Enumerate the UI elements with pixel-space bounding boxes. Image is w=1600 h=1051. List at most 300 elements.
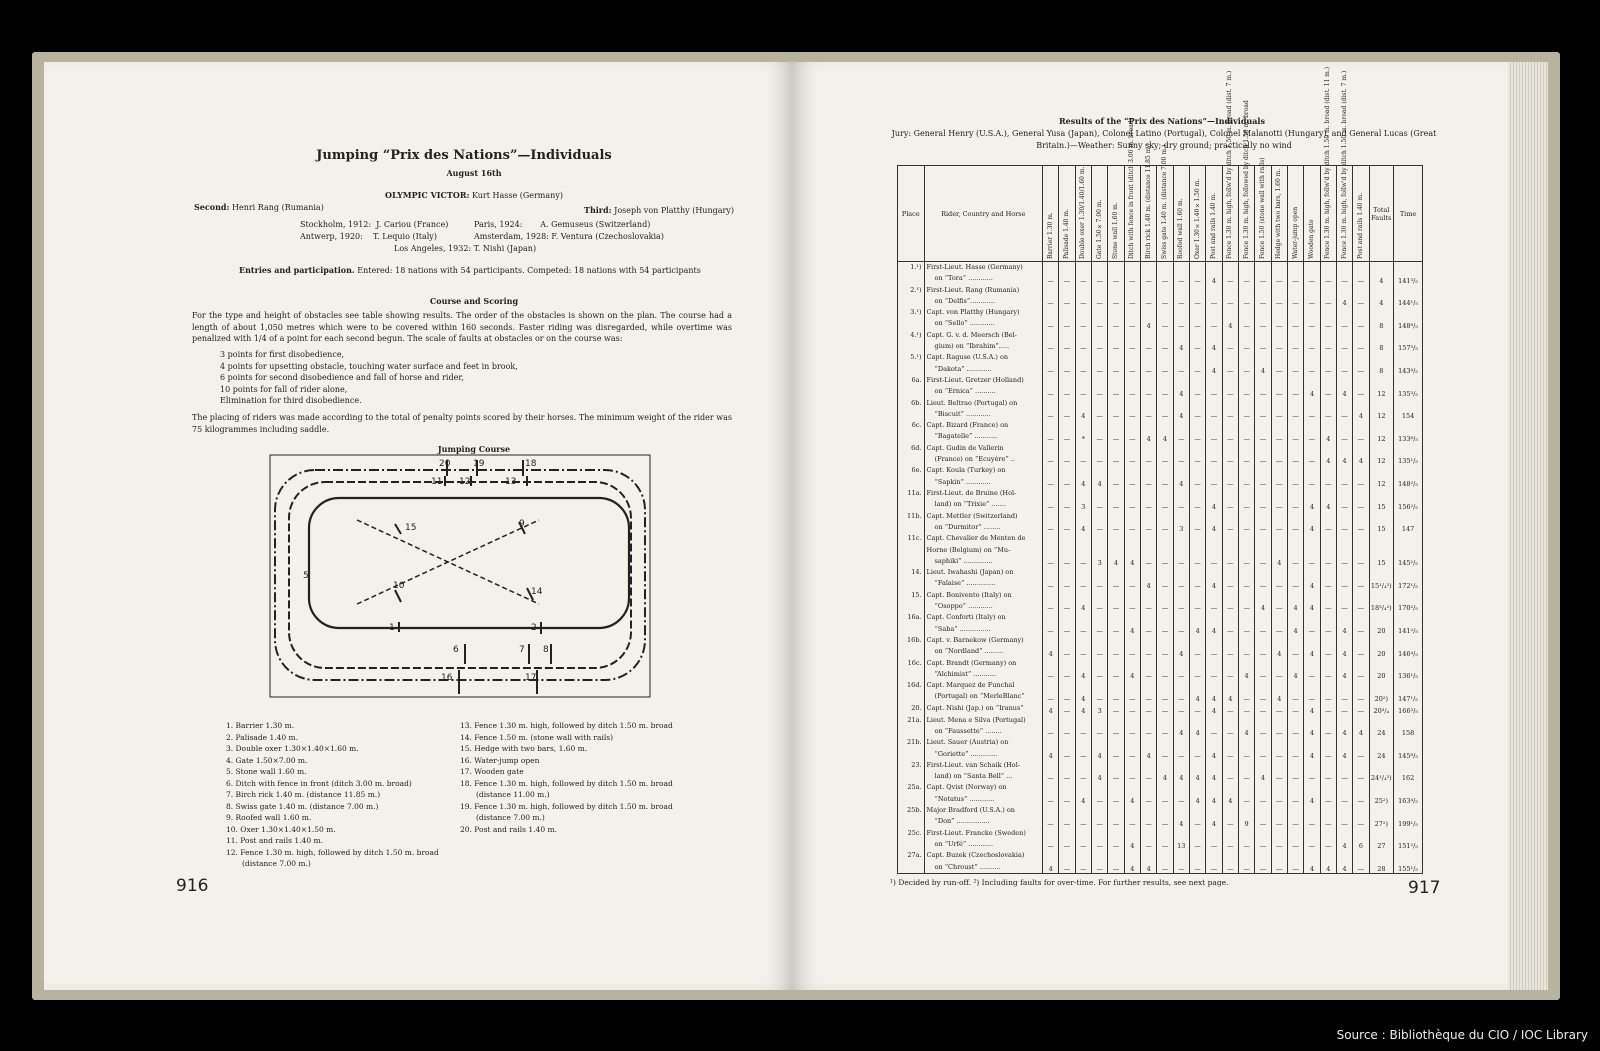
fault-cell: 4 [1140, 567, 1156, 590]
victor-name: Kurt Hasse (Germany) [471, 191, 563, 200]
plan-label: 9 [519, 519, 525, 529]
fault-cell: — [1206, 375, 1222, 398]
time-cell: 157³/₅ [1394, 330, 1423, 353]
fault-cell: 4 [1173, 465, 1189, 488]
fault-cell: — [1092, 612, 1108, 635]
place-cell: 11a. [898, 488, 925, 511]
header-obstacle-label: Water-jump open [1291, 206, 1299, 259]
fault-cell: — [1108, 703, 1124, 715]
rider-cell [924, 488, 1042, 511]
fault-rule: Elimination for third disobedience. [220, 396, 362, 405]
fault-cell: — [1173, 782, 1189, 805]
fault-cell: — [1271, 850, 1287, 873]
time-cell: 146⁴/₅ [1394, 635, 1423, 658]
fault-cell: — [1238, 533, 1254, 567]
past-winner: Amsterdam, 1928: F. Ventura (Czechoslovakia) [474, 232, 664, 241]
obstacle-item: (distance 7.00 m.) [242, 859, 311, 868]
fault-cell: — [1206, 465, 1222, 488]
fault-cell: — [1124, 715, 1140, 738]
plan-border [270, 455, 650, 697]
fault-cell: — [1108, 285, 1124, 308]
past-winner: Los Angeles, 1932: T. Nishi (Japan) [394, 244, 537, 253]
fault-cell: — [1222, 352, 1238, 375]
fault-cell: — [1271, 511, 1287, 534]
fault-cell: — [1189, 352, 1205, 375]
fault-cell: — [1157, 658, 1173, 681]
fault-cell: — [1092, 511, 1108, 534]
fault-cell: — [1108, 465, 1124, 488]
fault-cell: 4 [1124, 658, 1140, 681]
table-row [898, 511, 1423, 534]
fault-cell: — [1075, 805, 1091, 828]
fault-cell: — [1075, 828, 1091, 851]
total-cell: 28 [1369, 850, 1394, 873]
place-cell: 23. [898, 760, 925, 783]
time-cell: 144¹/₅ [1394, 285, 1423, 308]
place-cell: 5.¹) [898, 352, 925, 375]
fault-cell: — [1108, 375, 1124, 398]
time-cell: 166³/₅ [1394, 703, 1423, 715]
fault-cell: — [1353, 680, 1369, 703]
fault-cell: — [1059, 465, 1075, 488]
fault-cell: — [1255, 375, 1271, 398]
fault-cell: 3 [1173, 511, 1189, 534]
obstacle-item: 12. Fence 1.30 m. high, followed by ditch 1.50 m. broad [226, 847, 439, 857]
table-row [898, 443, 1423, 466]
fault-cell: — [1238, 782, 1254, 805]
header-obstacle [1336, 70, 1352, 262]
header-obstacle-label: Roofed wall 1.60 m. [1177, 197, 1185, 259]
fault-cell: — [1271, 590, 1287, 613]
fault-cell: — [1255, 567, 1271, 590]
fault-cell: — [1124, 285, 1140, 308]
fault-cell: — [1173, 420, 1189, 443]
victor-label: OLYMPIC VICTOR: [385, 190, 470, 200]
header-obstacle-label: Fence 1.30 m. high, followed by ditch 1.50 m. broad [1242, 99, 1250, 259]
rider-cell [924, 782, 1042, 805]
fault-cell: — [1157, 680, 1173, 703]
rider-line: First-Lieut. de Bruine (Hol- [926, 488, 1017, 497]
fault-cell: — [1124, 635, 1140, 658]
fault-cell: — [1222, 262, 1238, 285]
fault-cell: — [1173, 658, 1189, 681]
fault-cell: 4 [1124, 533, 1140, 567]
fault-cell: 4 [1189, 760, 1205, 783]
obstacle-item: 1. Barrier 1.30 m. [226, 721, 295, 730]
fault-cell: — [1059, 352, 1075, 375]
results-header-row [898, 166, 1423, 262]
header-obstacle-label: Barrier 1.30 m. [1046, 211, 1054, 259]
fault-cell: — [1140, 443, 1156, 466]
time-cell: 158 [1394, 715, 1423, 738]
fault-cell: — [1336, 352, 1352, 375]
fault-cell: — [1157, 352, 1173, 375]
fault-cell: 4 [1255, 590, 1271, 613]
table-row [898, 658, 1423, 681]
fault-cell: — [1092, 658, 1108, 681]
rider-line: Capt. Bizard (France) on [926, 421, 1009, 430]
place-cell: 1.¹) [898, 262, 925, 285]
fault-cell: — [1059, 737, 1075, 760]
fault-cell: — [1304, 533, 1320, 567]
header-obstacle [1189, 166, 1205, 262]
fault-cell: — [1238, 262, 1254, 285]
fault-cell: — [1108, 760, 1124, 783]
time-cell: 135³/₅ [1394, 375, 1423, 398]
fault-cell: — [1189, 805, 1205, 828]
header-obstacle-label: Gate 1.50×7.00 m. [1095, 199, 1103, 259]
fault-cell: 4 [1336, 285, 1352, 308]
fault-cell: — [1304, 307, 1320, 330]
time-cell: 154 [1394, 398, 1423, 421]
fault-cell: — [1043, 567, 1059, 590]
page-number-left: 916 [176, 876, 209, 896]
total-cell: 24 [1369, 715, 1394, 738]
fault-cell: — [1206, 590, 1222, 613]
fault-cell: 4 [1238, 658, 1254, 681]
fault-cell: — [1157, 703, 1173, 715]
fault-cell: 4 [1140, 850, 1156, 873]
header-rider: Rider, Country and Horse [924, 166, 1042, 262]
fault-cell: 4 [1336, 375, 1352, 398]
fault-cell: — [1075, 567, 1091, 590]
fault-cell: — [1287, 285, 1303, 308]
fault-cell: — [1173, 703, 1189, 715]
fault-cell: — [1320, 307, 1336, 330]
fault-cell: — [1238, 828, 1254, 851]
fault-cell: — [1222, 420, 1238, 443]
fault-cell: — [1075, 330, 1091, 353]
entries-text: Entered: 18 nations with 54 participants. Competed: 18 nations with 54 participants [357, 266, 701, 275]
fault-cell: 4 [1189, 782, 1205, 805]
time-cell: 143⁴/₅ [1394, 352, 1423, 375]
fault-cell: — [1287, 488, 1303, 511]
table-row [898, 533, 1423, 567]
fault-cell: — [1255, 782, 1271, 805]
total-cell: 15 [1369, 511, 1394, 534]
fault-cell: — [1189, 737, 1205, 760]
header-obstacle-label: Fence 1.50 (stone wall with rails) [1258, 157, 1266, 259]
plan-label: 15 [405, 523, 417, 533]
fault-cell: — [1189, 511, 1205, 534]
fault-cell: 4 [1304, 782, 1320, 805]
fault-cell: — [1140, 533, 1156, 567]
obstacle-item: (distance 7.00 m.) [476, 813, 545, 822]
fault-cell: — [1092, 567, 1108, 590]
fault-cell: — [1222, 375, 1238, 398]
fault-cell: — [1124, 307, 1140, 330]
plan-label: 14 [531, 587, 543, 597]
fault-cell: — [1320, 533, 1336, 567]
horse-line: on “Nordland” ......... [934, 647, 1004, 656]
fault-cell: — [1108, 352, 1124, 375]
obstacle-item: 19. Fence 1.30 m. high, followed by ditch 1.50 m. broad [460, 801, 673, 811]
fault-cell: — [1336, 782, 1352, 805]
fault-cell: — [1092, 375, 1108, 398]
fault-cell: — [1238, 612, 1254, 635]
fault-cell: — [1304, 443, 1320, 466]
fault-cell: 4 [1222, 680, 1238, 703]
fault-cell: — [1124, 375, 1140, 398]
fault-cell: — [1222, 658, 1238, 681]
fault-cell: — [1092, 420, 1108, 443]
plan-label: 20 [439, 459, 451, 469]
fault-cell: — [1320, 330, 1336, 353]
fault-cell: — [1140, 715, 1156, 738]
fault-cell: — [1059, 658, 1075, 681]
plan-label: 12 [459, 477, 471, 487]
time-cell: 155¹/₅ [1394, 850, 1423, 873]
fault-cell: — [1140, 262, 1156, 285]
rider-cell [924, 590, 1042, 613]
fault-cell: — [1320, 567, 1336, 590]
fault-cell: — [1173, 307, 1189, 330]
left-page-title: Jumping “Prix des Nations”—Individuals [316, 148, 612, 163]
table-row [898, 782, 1423, 805]
fault-cell: — [1108, 737, 1124, 760]
fault-cell: — [1108, 782, 1124, 805]
fault-cell: 4 [1124, 828, 1140, 851]
fault-cell: — [1124, 420, 1140, 443]
table-row [898, 680, 1423, 703]
fault-cell: — [1271, 715, 1287, 738]
fault-cell: — [1287, 680, 1303, 703]
fault-cell: — [1336, 805, 1352, 828]
fault-cell: 4 [1140, 307, 1156, 330]
fault-cell: — [1059, 488, 1075, 511]
fault-cell: — [1059, 533, 1075, 567]
rider-line: Capt. v. Barnekow (Germany) [926, 635, 1024, 644]
fault-cell: 4 [1336, 443, 1352, 466]
horse-line: Capt. Nishi (Jap.) on “Iranus” [926, 704, 1024, 713]
horse-line: gium) on “Ibrahim”..... [934, 342, 1010, 351]
table-row [898, 612, 1423, 635]
time-cell: 135¹/₅ [1394, 443, 1423, 466]
open-book [32, 52, 1560, 1000]
fault-cell: — [1059, 680, 1075, 703]
fault-cell: — [1108, 330, 1124, 353]
fault-cell: 4 [1157, 760, 1173, 783]
time-cell: 141²/₅ [1394, 612, 1423, 635]
time-cell: 147¹/₅ [1394, 680, 1423, 703]
fault-cell: — [1092, 488, 1108, 511]
place-cell: 2.¹) [898, 285, 925, 308]
fault-cell: — [1043, 533, 1059, 567]
fault-cell: — [1043, 805, 1059, 828]
outer-track [275, 470, 645, 680]
obstacle-item: 10. Oxer 1.30×1.40×1.50 m. [226, 824, 336, 834]
fault-cell: — [1043, 715, 1059, 738]
fault-cell: — [1140, 590, 1156, 613]
fault-cell: — [1287, 398, 1303, 421]
fault-cell: — [1189, 375, 1205, 398]
fault-cell: — [1255, 612, 1271, 635]
fault-cell: — [1287, 567, 1303, 590]
fault-cell: — [1092, 805, 1108, 828]
fault-cell: 4 [1206, 680, 1222, 703]
fault-cell: 4 [1075, 398, 1091, 421]
place-cell: 16c. [898, 658, 925, 681]
obstacle-item: 2. Palisade 1.40 m. [226, 732, 299, 742]
time-cell: 148²/₅ [1394, 465, 1423, 488]
header-obstacle-label: Fence 1.30 m. high, follw'd by ditch 1.50 m. broad (dist. 11 m.) [1324, 66, 1332, 259]
fault-cell: 4 [1206, 782, 1222, 805]
fault-cell: — [1124, 590, 1140, 613]
fault-cell: — [1108, 420, 1124, 443]
fault-cell: 4 [1206, 511, 1222, 534]
fault-cell: — [1320, 703, 1336, 715]
rider-cell [924, 420, 1042, 443]
fault-cell: — [1353, 703, 1369, 715]
fault-cell: — [1287, 352, 1303, 375]
fault-cell: — [1092, 352, 1108, 375]
fault-cell: 4 [1304, 488, 1320, 511]
fault-cell: 4 [1353, 398, 1369, 421]
fault-cell: — [1043, 760, 1059, 783]
fault-cell: 4 [1092, 737, 1108, 760]
header-obstacle [1075, 166, 1091, 262]
rider-cell [924, 443, 1042, 466]
fault-cell: — [1173, 533, 1189, 567]
rider-cell [924, 658, 1042, 681]
horse-line: “Alchimist” ........... [934, 669, 997, 678]
header-obstacle-label: Double oxer 1.30/1.40/1.60 m. [1079, 166, 1087, 259]
fault-cell: — [1043, 398, 1059, 421]
fault-cell: — [1157, 805, 1173, 828]
fault-cell: — [1336, 680, 1352, 703]
fault-cell: — [1157, 782, 1173, 805]
fault-cell: — [1320, 262, 1336, 285]
fault-cell: — [1287, 850, 1303, 873]
fault-cell: — [1320, 737, 1336, 760]
fault-cell: — [1173, 612, 1189, 635]
fault-cell: 4 [1173, 635, 1189, 658]
fault-cell: — [1320, 375, 1336, 398]
fault-cell: — [1287, 262, 1303, 285]
fault-rule: 3 points for first disobedience, [220, 350, 345, 359]
fault-cell: — [1108, 680, 1124, 703]
fault-cell: 4 [1173, 805, 1189, 828]
fault-cell: — [1353, 511, 1369, 534]
fault-cell: — [1124, 262, 1140, 285]
place-cell: 21a. [898, 715, 925, 738]
fault-cell: — [1304, 805, 1320, 828]
fault-cell: — [1238, 680, 1254, 703]
fault-cell: — [1059, 635, 1075, 658]
fault-cell: 4 [1206, 760, 1222, 783]
fault-cell: 4 [1320, 488, 1336, 511]
rider-cell [924, 330, 1042, 353]
time-cell: 147 [1394, 511, 1423, 534]
header-obstacle [1059, 166, 1075, 262]
place-cell: 25c. [898, 828, 925, 851]
fault-cell: — [1092, 262, 1108, 285]
fault-cell: 4 [1092, 760, 1108, 783]
header-total: Total Faults [1369, 166, 1394, 262]
page-number-right: 917 [1408, 878, 1441, 898]
fault-cell: — [1140, 703, 1156, 715]
fault-cell: — [1255, 715, 1271, 738]
obstacle-item: 20. Post and rails 1.40 m. [460, 824, 557, 834]
fault-rule: 6 points for second disobedience and fall of horse and rider, [220, 373, 464, 382]
header-obstacle [1320, 66, 1336, 262]
time-cell: 199¹/₅ [1394, 805, 1423, 828]
fault-cell: — [1108, 635, 1124, 658]
total-cell: 4 [1369, 285, 1394, 308]
fault-cell: — [1108, 488, 1124, 511]
fault-cell: — [1271, 760, 1287, 783]
rider-line: First-Lieut. Hasse (Germany) [926, 263, 1023, 271]
fault-cell: — [1271, 828, 1287, 851]
rider-cell [924, 635, 1042, 658]
fault-cell: — [1238, 488, 1254, 511]
fault-cell: — [1336, 398, 1352, 421]
fault-cell: — [1043, 658, 1059, 681]
rider-cell [924, 760, 1042, 783]
fault-cell: — [1222, 533, 1238, 567]
header-obstacle [1124, 117, 1140, 262]
fault-cell: 4 [1206, 567, 1222, 590]
fault-cell: — [1157, 567, 1173, 590]
fault-cell: 4 [1353, 715, 1369, 738]
fault-cell: — [1043, 511, 1059, 534]
fault-cell: 4 [1222, 307, 1238, 330]
place-cell: 20. [898, 703, 925, 715]
fault-cell: — [1287, 828, 1303, 851]
header-obstacle [1108, 166, 1124, 262]
header-obstacle [1304, 166, 1320, 262]
table-row [898, 488, 1423, 511]
fault-cell: 4 [1353, 443, 1369, 466]
fault-cell: — [1336, 465, 1352, 488]
fault-cell: — [1336, 567, 1352, 590]
fault-cell: — [1157, 737, 1173, 760]
fault-cell: 4 [1189, 612, 1205, 635]
fault-cell: — [1353, 262, 1369, 285]
horse-line: saphiki” .............. [934, 556, 993, 565]
fault-cell: 4 [1271, 635, 1287, 658]
table-row [898, 737, 1423, 760]
fault-cell: — [1173, 737, 1189, 760]
fault-cell: — [1140, 828, 1156, 851]
rider-line: Capt. Bonivento (Italy) on [926, 590, 1012, 599]
horse-line: “Biscuit” ............ [934, 409, 991, 418]
fault-cell: — [1238, 511, 1254, 534]
total-cell: 15¹/₄²) [1369, 567, 1394, 590]
place-cell: 14. [898, 567, 925, 590]
fault-cell: — [1059, 375, 1075, 398]
table-row [898, 330, 1423, 353]
fault-cell: — [1189, 307, 1205, 330]
fault-cell: 4 [1140, 420, 1156, 443]
rider-cell [924, 533, 1042, 567]
fault-cell: — [1222, 805, 1238, 828]
fault-cell: — [1222, 703, 1238, 715]
fault-cell: — [1336, 420, 1352, 443]
rider-cell [924, 680, 1042, 703]
fault-cell: — [1059, 590, 1075, 613]
fault-cell: — [1304, 330, 1320, 353]
fault-cell: — [1271, 375, 1287, 398]
plan-label: 11 [431, 477, 443, 487]
fault-cell: — [1173, 488, 1189, 511]
total-cell: 27 [1369, 828, 1394, 851]
fault-cell: — [1157, 511, 1173, 534]
fault-cell: 4 [1320, 420, 1336, 443]
fault-cell: — [1157, 850, 1173, 873]
fault-cell: 4 [1206, 262, 1222, 285]
fault-cell: — [1189, 465, 1205, 488]
